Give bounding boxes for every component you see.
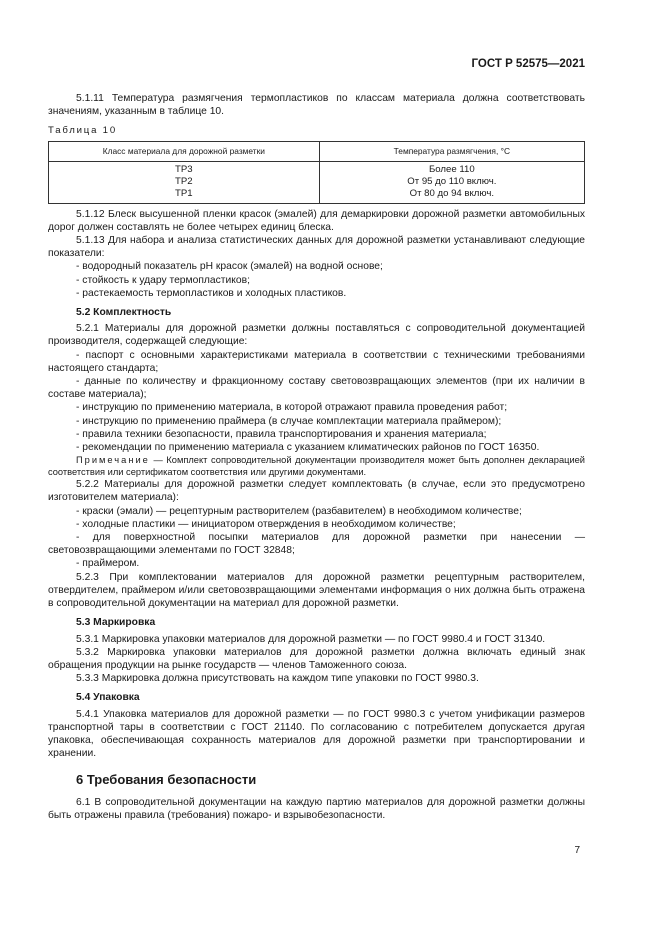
paragraph-5-1-12: 5.1.12 Блеск высушенной пленки красок (эмалей) для демаркировки дорожной разметки автомобильных дорог должен составлять не более четырех единиц блеска. xyxy=(48,208,585,233)
class-value: ТР3 xyxy=(175,163,193,175)
paragraph-5-4-1: 5.4.1 Упаковка материалов для дорожной разметки — по ГОСТ 9980.3 с учетом унификации размеров транспортной тары в соответствии с ГОСТ 21140. По согласованию с потребителем допускается другая упаковка, обеспечивающая сохранность материалов для дорожной разметки при транспортировании и хранении. xyxy=(48,708,585,760)
standard-header: ГОСТ Р 52575—2021 xyxy=(471,58,585,70)
note-label: Примечание xyxy=(76,455,150,466)
table-header-row xyxy=(49,141,585,161)
header-material-class: Класс материала для дорожной разметки xyxy=(49,141,320,161)
class-value: ТР1 xyxy=(175,187,193,199)
header-softening-temperature: Температура размягчения, °С xyxy=(319,141,584,161)
section-heading-5-2: 5.2 Комплектность xyxy=(76,307,172,319)
list-item: - для поверхностной посыпки материалов для дорожной разметки при нанесении — световозвращающими элементами по ГОСТ 32848; xyxy=(48,532,585,557)
list-item: - рекомендации по применению материала с указанием климатических районов по ГОСТ 16350. xyxy=(76,442,540,454)
class-value: ТР2 xyxy=(175,175,193,187)
list-item: - растекаемость термопластиков и холодных пластиков. xyxy=(76,287,347,299)
paragraph-5-1-13: 5.1.13 Для набора и анализа статистических данных для дорожной разметки устанавливают следующие показатели: xyxy=(48,235,585,260)
table-10 xyxy=(48,141,585,204)
list-item: - инструкцию по применению праймера (в случае комплектации материала праймером); xyxy=(76,415,502,427)
section-heading-6: 6 Требования безопасности xyxy=(76,772,257,788)
page-content xyxy=(48,92,585,822)
list-item: - стойкость к удару термопластиков; xyxy=(76,274,250,286)
paragraph-5-2-1: 5.2.1 Материалы для дорожной разметки должны поставляться с сопроводительной документацией производителя, содержащей следующие: xyxy=(48,323,585,348)
section-heading-5-3: 5.3 Маркировка xyxy=(76,617,156,629)
list-item: - данные по количеству и фракционному составу световозвращающих элементов (при их наличии в составе материала); xyxy=(48,376,585,401)
temperature-value: Более 110 xyxy=(429,163,475,175)
list-item: - водородный показатель рН красок (эмалей) на водной основе; xyxy=(76,261,383,273)
temperature-value: От 80 до 94 включ. xyxy=(409,187,495,199)
paragraph-5-3-2: 5.3.2 Маркировка упаковки материалов для дорожной разметки должна включать единый знак обращения продукции на рынке государств — членов Таможенного союза. xyxy=(48,646,585,671)
list-item: - холодные пластики — инициатором отверждения в необходимом количестве; xyxy=(76,518,456,530)
list-item: - паспорт с основными характеристиками материала в соответствии с техническими требованиями настоящего стандарта; xyxy=(48,349,585,374)
paragraph-5-2-2: 5.2.2 Материалы для дорожной разметки следует комплектовать (в случае, если это предусмотрено изготовителем материала): xyxy=(48,479,585,504)
temperature-cell xyxy=(319,161,584,203)
table-row xyxy=(49,161,585,203)
list-item: - правила техники безопасности, правила транспортирования и хранения материала; xyxy=(76,428,487,440)
paragraph-5-2-3: 5.2.3 При комплектовании материалов для дорожной разметки рецептурным растворителем, отвердителем, праймером и/или световозвращающими элементами информация о них должна быть отражена в сопроводительной документации на материал для дорожной разметки. xyxy=(48,571,585,610)
class-cell xyxy=(49,161,320,203)
section-heading-5-4: 5.4 Упаковка xyxy=(76,692,140,704)
paragraph-6-1: 6.1 В сопроводительной документации на каждую партию материалов для дорожной разметки должны быть отражены правила (требования) пожаро- и взрывобезопасности. xyxy=(48,796,585,821)
temperature-value: От 95 до 110 включ. xyxy=(407,175,497,187)
list-item: - инструкцию по применению материала, в которой отражают правила проведения работ; xyxy=(76,402,508,414)
list-item: - праймером. xyxy=(76,558,140,570)
paragraph-5-3-3: 5.3.3 Маркировка должна присутствовать на каждом типе упаковки по ГОСТ 9980.3. xyxy=(76,673,479,685)
table-caption: Таблица 10 xyxy=(48,125,117,137)
note-text: — Комплект сопроводительной документации производителя может быть дополнен декларацией соответствия или сертификатом соответствия или другими документами. xyxy=(48,455,585,478)
list-item: - краски (эмали) — рецептурным растворителем (разбавителем) в необходимом количестве; xyxy=(76,505,522,517)
paragraph-5-3-1: 5.3.1 Маркировка упаковки материалов для дорожной разметки — по ГОСТ 9980.4 и ГОСТ 31340. xyxy=(76,633,546,645)
page-number: 7 xyxy=(574,845,580,856)
note xyxy=(48,454,585,478)
paragraph-5-1-11: 5.1.11 Температура размягчения термопластиков по классам материала должна соответствовать значениям, указанным в таблице 10. xyxy=(48,93,585,118)
